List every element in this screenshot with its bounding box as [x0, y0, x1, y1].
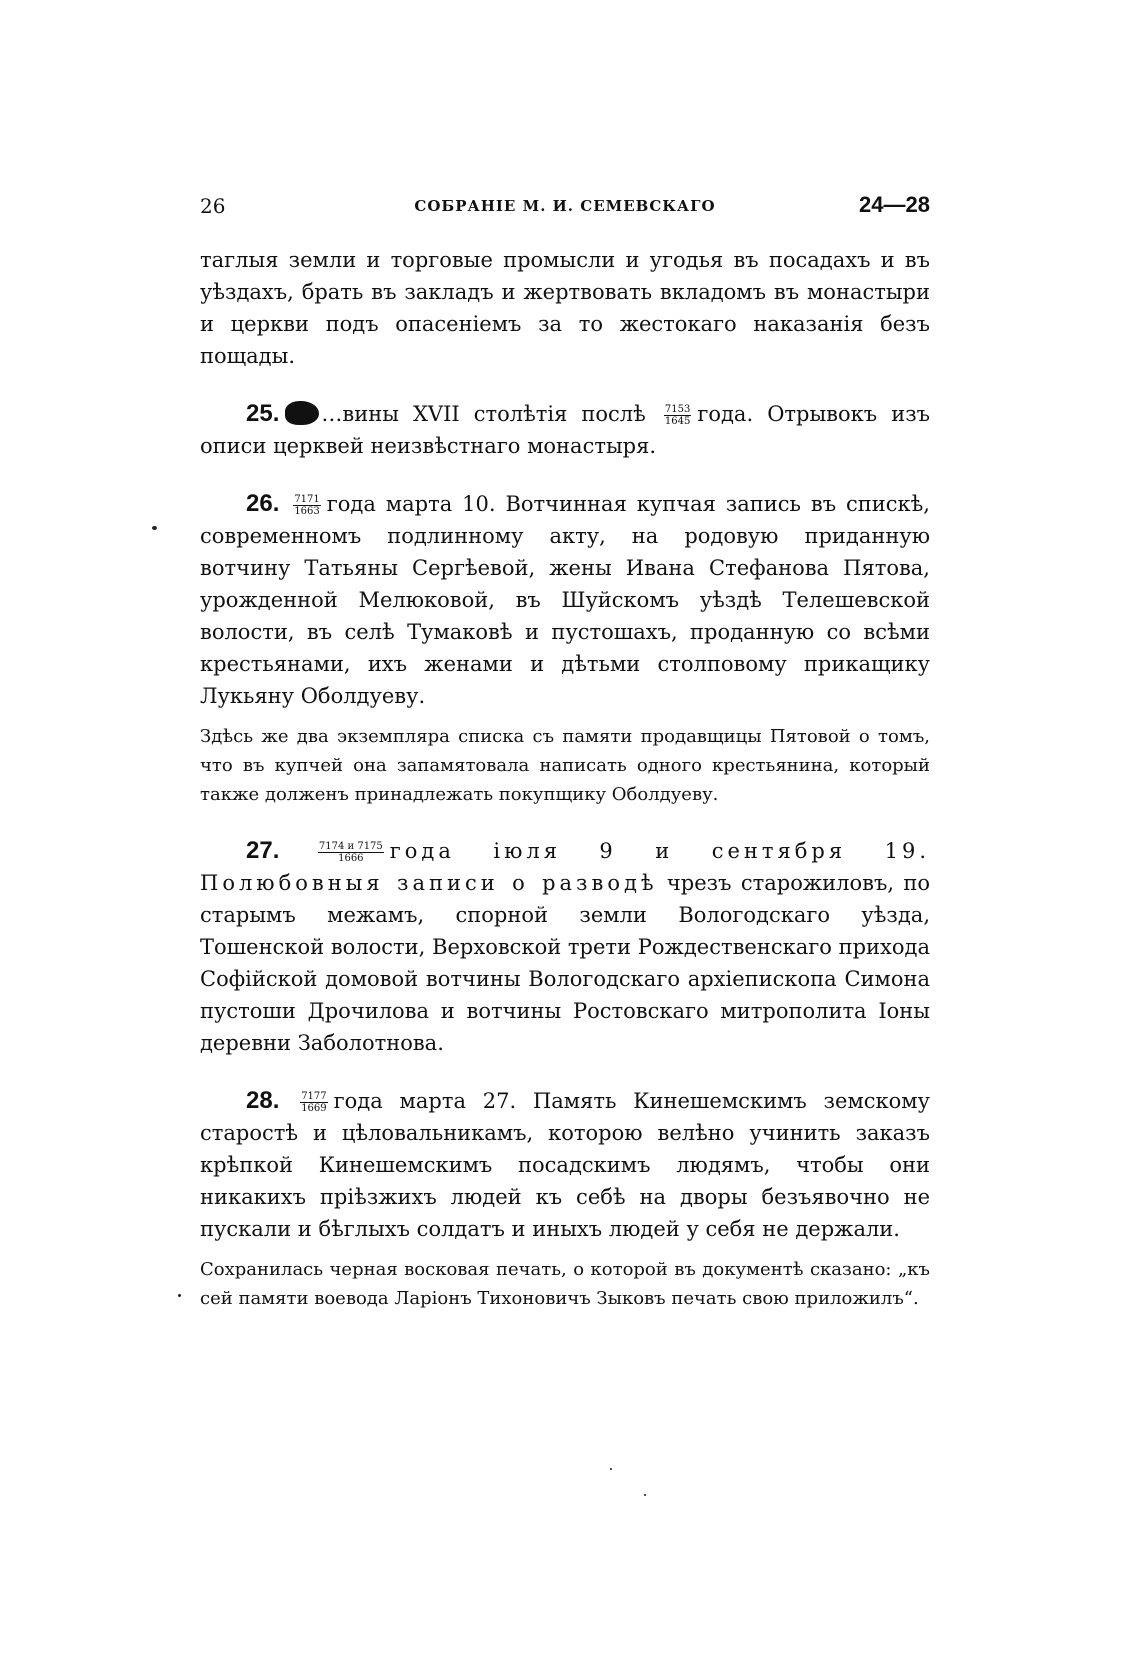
- entry-26: [200, 488, 930, 809]
- entry-number: 26.: [246, 490, 280, 517]
- entry-28-text: [200, 1085, 930, 1245]
- entry-28: [200, 1085, 930, 1313]
- entry-27-text: [200, 835, 930, 1059]
- date-fraction: [300, 1091, 327, 1114]
- entry-title: чрезъ старожиловъ, по старымъ межамъ, спорной земли Вологодскаго уѣзда, Тошенской волости, Верховской трети Рождественскаго прихода Софійской домовой вотчины Вологодскаго архіепископа Симона пустоши Дрочилова и вотчины Ростовскаго митрополита Іоны деревни Заболотнова.: [200, 871, 930, 1055]
- date-bottom: 1666: [338, 853, 364, 864]
- entry-title: года. Отрывокъ изъ описи церквей неизвѣстнаго монастыря.: [200, 402, 931, 458]
- date-top: 7174 и 7175: [318, 841, 383, 852]
- entry-25-text: [200, 398, 930, 462]
- entry-title: года марта 27. Память Кинешемскимъ земскому старостѣ и цѣловальникамъ, которою велѣно учинить заказъ крѣпкой Кинешемскимъ посадскимъ людямъ, чтобы они никакихъ пріѣзжихъ людей къ себѣ на дворы безъявочно не пускали и бѣглыхъ солдатъ и иныхъ людей у себя не держали.: [200, 1089, 930, 1241]
- date-top: 7171: [294, 494, 320, 505]
- date-top: 7177: [301, 1091, 327, 1102]
- entry-range: 24—28: [859, 192, 930, 217]
- date-bottom: 1663: [294, 506, 320, 517]
- ink-blot: [285, 401, 319, 425]
- entry-title-spaced: года іюля 9 и сентября 19. Полюбовныя записи о разводѣ: [200, 839, 930, 895]
- scan-speck: [178, 1294, 181, 1297]
- entry-number: 25.: [246, 400, 280, 427]
- date-bottom: 1645: [664, 416, 691, 427]
- running-title: СОБРАНІЕ М. И. СЕМЕВСКАГО: [414, 197, 716, 215]
- entry-title: года марта 10. Вотчинная купчая запись въ спискѣ, современномъ подлинному акту, на родовую приданную вотчину Татьяны Сергѣевой, жены Ивана Стефанова Пятова, урожденной Мелюковой, въ Шуйскомъ уѣздѣ Телешевской волости, въ селѣ Тумаковѣ и пустошахъ, проданную со всѣми крестьянами, ихъ женами и дѣтьми столповому прикащику Лукьяну Оболдуеву.: [200, 492, 930, 708]
- date-fraction: [318, 841, 384, 864]
- entry-number: 27.: [246, 837, 280, 864]
- page-number: 26: [200, 194, 226, 218]
- entry-number: 28.: [246, 1087, 280, 1114]
- entry-27: [200, 835, 930, 1059]
- date-fraction: [293, 494, 320, 517]
- entry-25: [200, 398, 930, 462]
- scan-speck: [610, 1468, 612, 1470]
- date-top: 7153: [664, 404, 691, 415]
- intro-paragraph: таглыя земли и торговые промысли и угодья въ посадахъ и въ уѣздахъ, брать въ закладъ и жертвовать вкладомъ въ монастыри и церкви подъ опасеніемъ за то жестокаго наказанія безъ пощады.: [200, 248, 930, 368]
- date-bottom: 1669: [301, 1103, 327, 1114]
- page-body: [200, 244, 930, 1313]
- entry-26-text: [200, 488, 930, 712]
- entry-lead: …вины XVII столѣтія послѣ: [321, 402, 646, 426]
- date-fraction: [664, 404, 691, 427]
- scan-speck: [644, 1494, 646, 1496]
- page-header: [200, 194, 930, 224]
- entry-26-note: Здѣсь же два экземпляра списка съ памяти продавщицы Пятовой о томъ, что въ купчей она запамятовала написать одного крестьянина, который также долженъ принадлежать покупщику Оболдуеву.: [200, 726, 930, 805]
- entry-28-note: Сохранилась черная восковая печать, о которой въ документѣ сказано: „къ сей памяти воевода Ларіонъ Тихоновичъ Зыковъ печать свою приложилъ“.: [200, 1259, 930, 1309]
- scan-speck: [152, 526, 157, 530]
